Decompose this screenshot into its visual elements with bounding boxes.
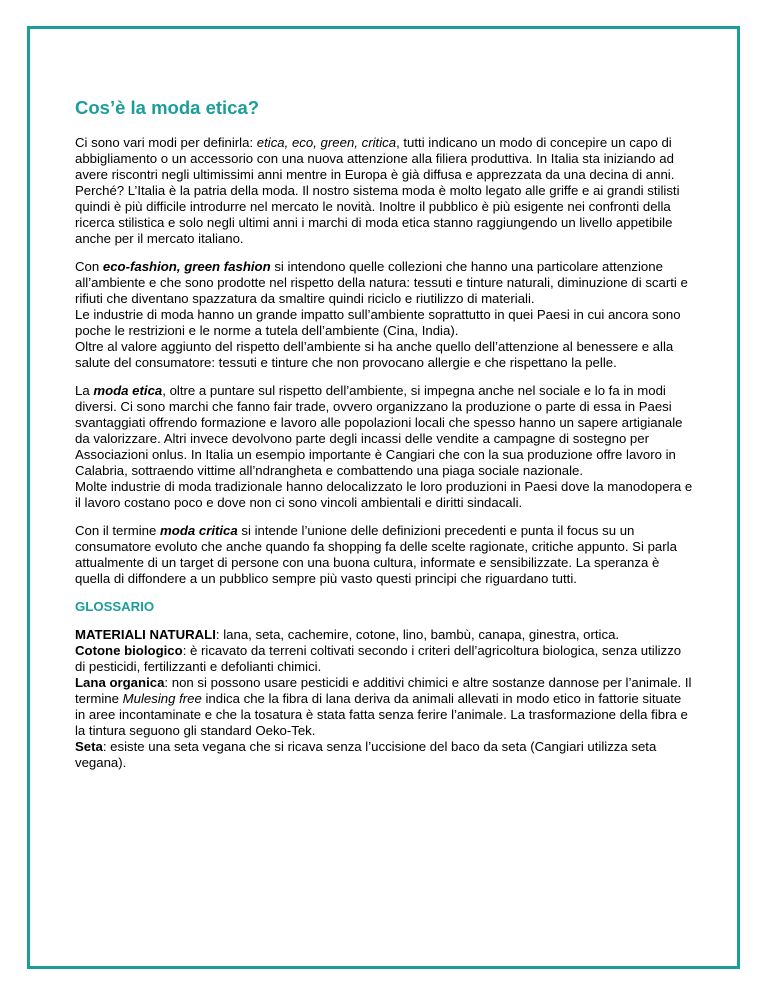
paragraph-moda-etica	[75, 383, 695, 511]
page-title: Cos’è la moda etica?	[75, 97, 260, 118]
p2-terms: eco-fashion, green fashion	[102, 259, 271, 274]
p1-text-c: , tutti indicano un modo di concepire un capo di abbigliamento o un accessorio con una nuova attenzione alla filiera produttiva. In Italia sta iniziando ad avere riscontri negli ultimissimi anni mentre in Europa è già diffusa e apprezzata da una decina di anni. Perché? L’Italia è la patria della moda. Il nostro sistema moda è molto legato alle griffe e ai grandi stilisti quindi è più difficile introdurre nel mercato le novità. Inoltre il pubblico è più esigente nei confronti della ricerca stilistica e solo negli ultimi anni i marchi di moda etica stanno raggiungendo un livello appetibile anche per il mercato italiano.	[75, 135, 680, 246]
p4-text-a: Con il termine	[75, 523, 161, 538]
p4-text-c: si intende l’unione delle definizioni precedenti e punta il focus su un consumatore evoluto che anche quando fa shopping fa delle scelte ragionate, critiche appunto. Si parla attualmente di un target di persone con una buona cultura, informate e sensibilizzate. La speranza è quella di diffondere a un pubblico sempre più vasto questi principi che riguardano tutti.	[75, 523, 677, 586]
p3-text-c: , oltre a puntare sul rispetto dell’ambiente, si impegna anche nel sociale e lo fa in modi diversi. Ci sono marchi che fanno fair trade, ovvero organizzano la produzione o parte di essa in Paesi svantaggiati offrendo formazione e lavoro alle popolazioni locali che spesso hanno un sapere artigianale da valorizzare. Altri invece devolvono parte degli incassi delle vendite a campagne di sostegno per Associazioni onlus. In Italia un esempio importante è Cangiari che con la sua produzione offre lavoro in Calabria, sottraendo vittime all’ndrangheta e combattendo una piaga sociale nazionale.	[75, 383, 683, 478]
glossary-heading: GLOSSARIO	[75, 599, 155, 614]
glossary-term-cotone: Cotone biologico	[75, 643, 183, 658]
p3-text-d: Molte industrie di moda tradizionale hanno delocalizzato le loro produzioni in Paesi dove la manodopera e il lavoro costano poco e dove non ci sono vincoli ambientali e diritti sindacali.	[75, 479, 693, 510]
p1-terms: etica, eco, green, critica	[256, 135, 397, 150]
glossary-term-seta: Seta	[75, 739, 103, 754]
glossary-text-lana-c: indica che la fibra di lana deriva da animali allevati in modo etico in fattorie situate in aree incontaminate e che la tosatura è stata fatta senza ferire l’animale. La trasformazione della fibra e la tintura seguono gli standard Oeko-Tek.	[75, 691, 688, 738]
p4-term: moda critica	[160, 523, 238, 538]
p2-text-c: si intendono quelle collezioni che hanno una particolare attenzione all’ambiente e che sono prodotte nel rispetto della natura: tessuti e tinture naturali, diminuzione di scarti e rifiuti che diventano spazzatura da smaltire quindi riciclo e riutilizzo di materiali.	[75, 259, 688, 306]
glossary-text-seta: : esiste una seta vegana che si ricava senza l’uccisione del baco da seta (Cangiari utilizza seta vegana).	[75, 739, 657, 770]
glossary-text-lana-b: Mulesing free	[122, 691, 202, 706]
p2-text-d: Le industrie di moda hanno un grande impatto sull’ambiente soprattutto in quei Paesi in cui ancora sono poche le restrizioni e le norme a tutela dell’ambiente (Cina, India).	[75, 307, 681, 338]
paragraph-eco-fashion	[75, 259, 695, 371]
glossary-entries	[75, 627, 695, 771]
p2-text-e: Oltre al valore aggiunto del rispetto dell’ambiente si ha anche quello dell’attenzione al benessere e alla salute del consumatore: tessuti e tinture che non provocano allergie e che rispettano la pelle.	[75, 339, 674, 370]
p1-text-a: Ci sono vari modi per definirla:	[75, 135, 257, 150]
p2-text-a: Con	[75, 259, 103, 274]
glossary-text-cotone: : è ricavato da terreni coltivati secondo i criteri dell’agricoltura biologica, senza utilizzo di pesticidi, fertilizzanti e defolianti chimici.	[75, 643, 682, 674]
paragraph-moda-critica	[75, 523, 695, 587]
glossary-text-materiali: : lana, seta, cachemire, cotone, lino, bambù, canapa, ginestra, ortica.	[215, 627, 620, 642]
paragraph-definitions	[75, 135, 695, 247]
glossary-text-lana-a: : non si possono usare pesticidi e additivi chimici e altre sostanze dannose per l’animale. Il termine	[75, 675, 692, 706]
p3-text-a: La	[75, 383, 94, 398]
glossary-term-lana: Lana organica	[75, 675, 165, 690]
p3-term: moda etica	[93, 383, 163, 398]
document-body	[75, 96, 695, 783]
glossary-term-materiali: MATERIALI NATURALI	[75, 627, 216, 642]
